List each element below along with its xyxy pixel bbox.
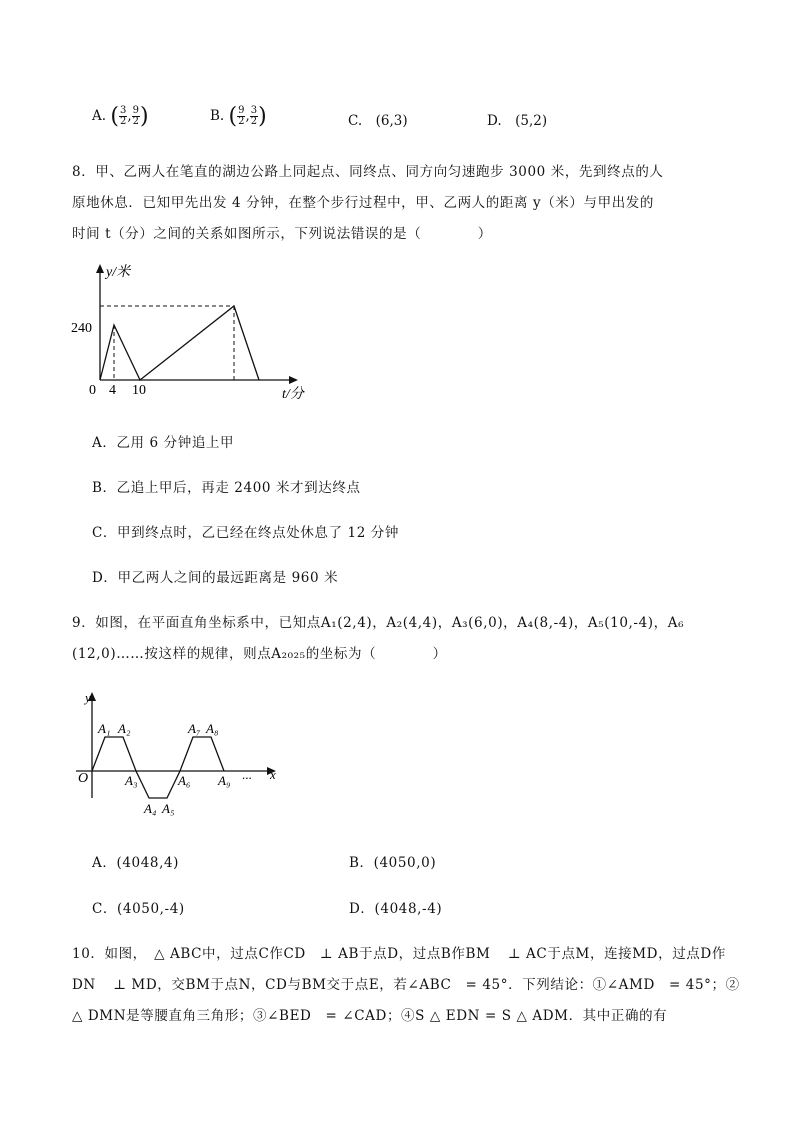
q9-option-b: B．(4050,0) (349, 855, 437, 871)
y-axis-arrow (96, 264, 104, 273)
q9-option-a: A．(4048,4) (92, 855, 180, 871)
fraction (119, 106, 127, 127)
q7-option-b-label: B. (210, 108, 225, 124)
q10-stem-line-2: DN ⊥ MD，交BM于点N，CD与BM交于点E，若∠ABC = 45°．下列结论：①∠AMD = 45°；② (72, 977, 740, 993)
x-axis-label: t/分 (282, 387, 304, 402)
y-axis-label: y (85, 690, 91, 705)
zigzag-path (92, 737, 224, 798)
q9-coordinate-graph (68, 686, 288, 818)
fraction (132, 106, 140, 127)
fraction (237, 106, 245, 127)
q8-option-b: B．乙追上甲后，再走 2400 米才到达终点 (92, 480, 361, 496)
q9-option-c: C．(4050,-4) (92, 901, 185, 917)
q7-option-a-label: A. (92, 108, 107, 124)
x-axis-arrow (289, 376, 298, 384)
origin-label: O (78, 771, 89, 786)
paren-left: ( (228, 104, 238, 129)
q7-option-b: B. ( $\frac{9}{2}$ , $\frac{3}{2}$ ) (210, 104, 267, 129)
q8-option-c: C．甲到终点时，乙已经在终点处休息了 12 分钟 (92, 525, 399, 541)
numerator: 3 (250, 105, 258, 116)
q8-option-d: D．甲乙两人之间的最远距离是 960 米 (92, 570, 339, 586)
q7-option-c: C. (6,3) (348, 113, 408, 129)
x-axis-label: x (270, 767, 276, 782)
q8-stem-line-2: 原地休息．已知甲先出发 4 分钟，在整个步行过程中，甲、乙两人的距离 y（米）与甲出发的 (72, 195, 654, 211)
point-label-a7: A₇ (188, 721, 201, 736)
q8-distance-time-graph (60, 258, 320, 406)
point-label-a5: A₅ (162, 801, 175, 816)
q9-option-d: D．(4048,-4) (349, 901, 443, 917)
denominator: 2 (132, 116, 139, 127)
q8-stem-line-1: 8．甲、乙两人在笔直的湖边公路上同起点、同终点、同方向匀速跑步 3000 米，先到终点的人 (72, 164, 664, 180)
denominator: 2 (250, 116, 258, 127)
point-label-a1: A₁ (98, 721, 111, 736)
numerator: 3 (119, 105, 127, 116)
q9-stem-line-2: (12,0)……按这样的规律，则点A₂₀₂₅的坐标为（ ） (72, 646, 447, 662)
q8-option-a: A．乙用 6 分钟追上甲 (92, 435, 235, 451)
paren-right: ) (258, 104, 267, 129)
ellipsis-label: ... (242, 767, 252, 782)
q10-stem-line-1: 10．如图， △ ABC中，过点C作CD ⊥ AB于点D，过点B作BM ⊥ AC于点M，连接MD，过点D作 (72, 946, 726, 962)
point-label-a6: A₆ (178, 773, 191, 788)
x-tick-10: 10 (132, 383, 146, 398)
q8-stem-line-3: 时间 t（分）之间的关系如图所示，下列说法错误的是（ ） (72, 226, 492, 242)
point-label-a2: A₂ (118, 721, 131, 736)
x-tick-0: 0 (89, 383, 96, 398)
y-tick-240: 240 (71, 321, 92, 336)
q10-stem-line-3: △ DMN是等腰直角三角形；③∠BED = ∠CAD；④S △ EDN = S △ ADM．其中正确的有 (72, 1008, 668, 1024)
point-label-a9: A₉ (218, 773, 231, 788)
y-axis-label: y/米 (106, 265, 131, 280)
denominator: 2 (238, 116, 245, 127)
point-label-a4: A₄ (144, 801, 157, 816)
x-tick-4: 4 (109, 383, 116, 398)
paren-right: ) (139, 104, 149, 129)
numerator: 9 (238, 105, 245, 116)
q9-stem-line-1: 9．如图，在平面直角坐标系中，已知点A₁(2,4)，A₂(4,4)，A₃(6,0)，A₄(8,-4)，A₅(10,-4)，A₆ (72, 615, 685, 631)
point-label-a3: A₃ (125, 773, 138, 788)
numerator: 9 (132, 105, 139, 116)
denominator: 2 (119, 116, 127, 127)
paren-left: ( (110, 104, 119, 129)
q7-option-a: A. ( $\frac{3}{2}$ , $\frac{9}{2}$ ) (92, 104, 149, 129)
point-label-a8: A₈ (206, 721, 219, 736)
fraction (250, 106, 258, 127)
q7-option-d: D. (5,2) (487, 113, 548, 129)
distance-curve (100, 306, 259, 380)
